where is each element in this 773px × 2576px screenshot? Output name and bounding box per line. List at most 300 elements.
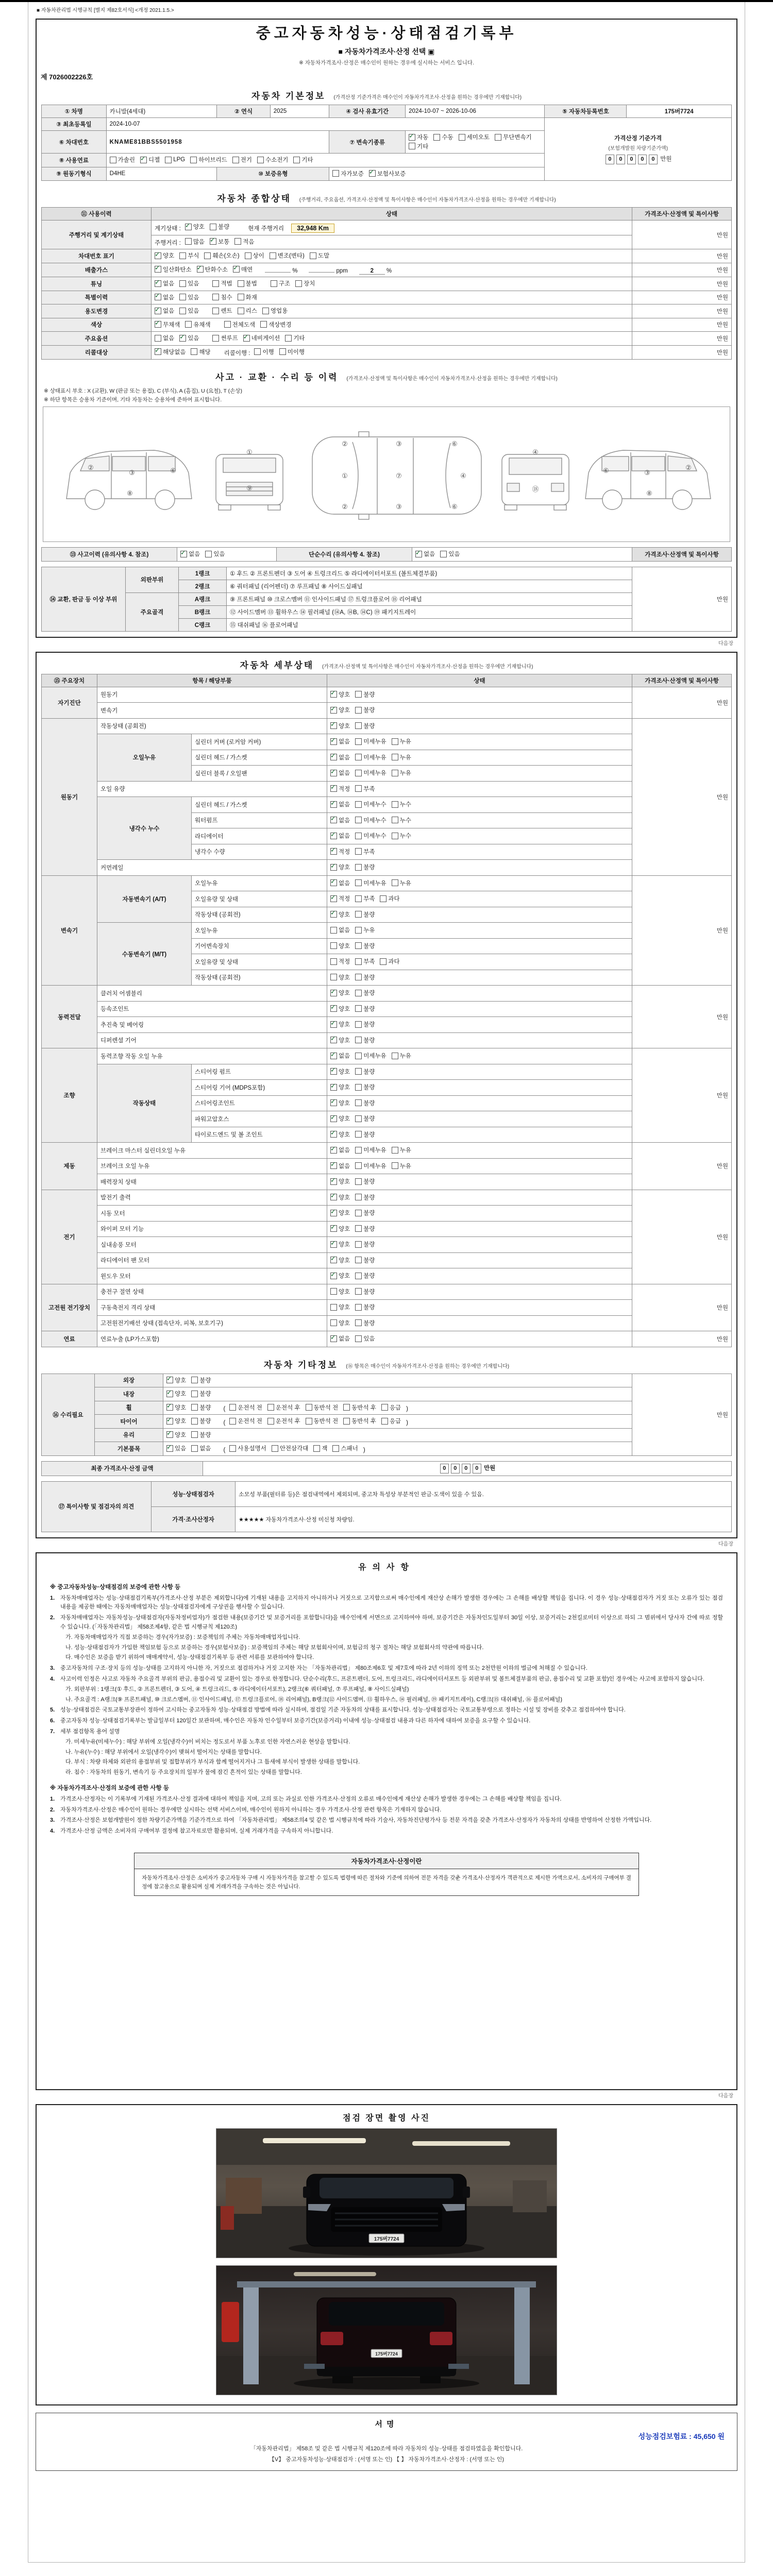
year-label: ② 연식 [217, 105, 270, 118]
item-label: 윈도우 모터 [97, 1268, 327, 1284]
checkbox-box [232, 157, 239, 163]
checkbox-box [355, 1068, 362, 1075]
checkbox-하이브리드[interactable]: 하이브리드 [190, 156, 227, 164]
checkbox-네비게이션[interactable]: ✓ 네비게이션 [243, 334, 280, 342]
detail-note: (가격조사·산정액 및 특이사항은 매수인이 자동차가격조사·산정을 원하는 경우에만 기재합니다) [322, 664, 533, 670]
checkbox-해당없음[interactable]: ✓ 해당없음 [155, 348, 186, 356]
checkbox-없음[interactable]: ✓ 없음 [330, 816, 350, 824]
checkbox-box [355, 1304, 362, 1311]
checkbox-전기[interactable]: 전기 [232, 156, 252, 164]
signature-title: 서명 [375, 2419, 398, 2429]
checkbox-적정[interactable]: ✓ 적정 [330, 894, 350, 903]
checkbox-양호[interactable]: ✓ 양호 [330, 989, 350, 997]
table-row [42, 548, 732, 562]
checkbox-과다[interactable]: 과다 [380, 957, 399, 965]
checkbox-box [392, 833, 398, 839]
checkbox-매연[interactable]: ✓ 매연 [233, 265, 253, 274]
item-state [327, 1111, 632, 1127]
checkbox-불량[interactable]: 불량 [355, 1130, 375, 1139]
item-state [327, 1268, 632, 1284]
checkbox-미세누유[interactable]: 미세누유 [355, 1146, 386, 1154]
checkbox-box [330, 1319, 337, 1326]
checkbox-이행[interactable]: 이행 [254, 348, 274, 356]
checkbox-양호[interactable]: ✓ 양호 [166, 1417, 186, 1425]
checkbox-box [191, 1445, 198, 1452]
checkbox-box [166, 1377, 173, 1383]
checkbox-누유[interactable]: 누유 [392, 753, 411, 761]
checkbox-불량[interactable]: 불량 [355, 722, 375, 730]
checkbox-양호[interactable]: 양호 [330, 942, 350, 950]
checkbox-침수[interactable]: 침수 [212, 293, 232, 301]
row-state [163, 1374, 632, 1387]
checkbox-부식[interactable]: 부식 [179, 251, 199, 260]
checkbox-기타[interactable]: 기타 [409, 142, 428, 150]
checkbox-도말[interactable]: 도말 [310, 251, 329, 260]
checkbox-보험사보증[interactable]: ✓ 보험사보증 [369, 170, 406, 178]
checkbox-없음[interactable]: ✓ 없음 [330, 800, 350, 808]
row-state [163, 1401, 632, 1415]
checkbox-동반석 전[interactable]: 동반석 전 [306, 1403, 339, 1412]
checkbox-불량[interactable]: 불량 [355, 1005, 375, 1013]
document-subtitle-note: ※ 자동차가격조사·산정은 매수인이 원하는 경우에 실시하는 서비스 입니다. [299, 60, 474, 66]
item-label: 동력조향 작동 오일 누유 [97, 1048, 327, 1064]
checkbox-box [306, 1418, 312, 1425]
checkbox-불량[interactable]: 불량 [355, 1067, 375, 1076]
checkbox-없음[interactable]: 없음 [155, 334, 174, 342]
checkbox-불량[interactable]: 불량 [355, 1020, 375, 1028]
document-subtitle: ■ 자동차가격조사·산정 선택 ▣ [338, 47, 435, 56]
checkbox-없음[interactable]: ✓ 없음 [330, 1334, 350, 1343]
checkbox-없음[interactable]: ✓ 없음 [330, 1146, 350, 1154]
opinion-table [41, 1481, 732, 1532]
checkbox-적법[interactable]: 적법 [212, 279, 232, 287]
checkbox-양호[interactable]: ✓ 양호 [330, 1005, 350, 1013]
checkbox-있음[interactable]: ✓ 있음 [166, 1444, 186, 1452]
checkbox-불량[interactable]: 불량 [355, 1256, 375, 1264]
checkbox-있음[interactable]: 있음 [440, 550, 460, 558]
checkbox-양호[interactable]: ✓ 양호 [155, 251, 174, 260]
detail-row [42, 781, 732, 797]
checkbox-잭[interactable]: 잭 [313, 1444, 327, 1452]
checkbox-양호[interactable]: 양호 [330, 973, 350, 981]
checkbox-불량[interactable]: 불량 [355, 690, 375, 699]
checkbox-양호[interactable]: 양호 [330, 1303, 350, 1311]
checkbox-box [245, 252, 251, 259]
checkbox-양호[interactable]: ✓ 양호 [330, 1256, 350, 1264]
checkbox-불량[interactable]: 불량 [355, 1099, 375, 1107]
price-digit: 0 [649, 155, 658, 164]
item-label: 시동 모터 [97, 1206, 327, 1222]
checkbox-부족[interactable]: 부족 [355, 957, 375, 965]
checkbox-누유[interactable]: 누유 [392, 737, 411, 745]
checkbox-미세누유[interactable]: 미세누유 [355, 769, 386, 777]
checkbox-운전석 후[interactable]: 운전석 후 [267, 1403, 300, 1412]
checkbox-무단변속기[interactable]: 무단변속기 [495, 133, 532, 141]
detail-col-item: 항목 / 해당부품 [97, 674, 327, 687]
checkbox-box [179, 308, 186, 314]
checkbox-양호[interactable]: ✓ 양호 [330, 1083, 350, 1091]
checkbox-없음[interactable]: ✓ 없음 [155, 279, 174, 287]
item-state [327, 1174, 632, 1190]
price-cell: 만원 [632, 687, 732, 718]
checkbox-box [392, 879, 398, 886]
detail-row [42, 1221, 732, 1237]
checkbox-box [330, 895, 337, 902]
checkbox-없음[interactable]: ✓ 없음 [330, 879, 350, 887]
table-row [42, 118, 732, 131]
checkbox-일산화탄소[interactable]: ✓ 일산화탄소 [155, 265, 192, 274]
sub-item-label: 실린더 헤드 / 가스켓 [192, 797, 327, 813]
checkbox-있음[interactable]: ✓ 있음 [179, 334, 199, 342]
checkbox-없음[interactable]: ✓ 없음 [330, 1052, 350, 1060]
checkbox-수동[interactable]: 수동 [433, 133, 453, 141]
item-state [327, 907, 632, 923]
device-label: 제동 [42, 1143, 97, 1190]
row-label: 리콜대상 [42, 345, 152, 360]
checkbox-부족[interactable]: 부족 [355, 894, 375, 903]
item-state [327, 781, 632, 797]
checkbox-있음[interactable]: 있음 [179, 307, 199, 315]
checkbox-미세누유[interactable]: 미세누유 [355, 1162, 386, 1170]
accident-history-options [177, 548, 277, 562]
checkbox-box [229, 1445, 236, 1452]
checkbox-불량[interactable]: 불량 [355, 706, 375, 714]
checkbox-box [191, 1377, 198, 1383]
checkbox-없음[interactable]: ✓ 없음 [330, 753, 350, 761]
checkbox-양호[interactable]: ✓ 양호 [166, 1431, 186, 1439]
checkbox-없음[interactable]: ✓ 없음 [330, 737, 350, 745]
checkbox-동반석 후[interactable]: 동반석 후 [343, 1417, 376, 1425]
checkbox-자가보증[interactable]: 자가보증 [332, 170, 363, 178]
notice-item-number: 4. [50, 1675, 55, 1682]
detail-row [42, 718, 732, 734]
checkbox-불법[interactable]: 불법 [238, 279, 257, 287]
checkbox-box [330, 707, 337, 714]
checkbox-응급[interactable]: 응급 [381, 1417, 401, 1425]
inline-label: 주행거리 : [155, 240, 181, 246]
checkbox-전체도색[interactable]: 전체도색 [224, 320, 255, 329]
simple-repair-label: 단순수리 (유의사항 4. 참조) [277, 548, 412, 562]
checkbox-상이[interactable]: 상이 [245, 251, 264, 260]
checkbox-누수[interactable]: 누수 [392, 800, 411, 808]
checkbox-응급[interactable]: 응급 [381, 1403, 401, 1412]
checkbox-부족[interactable]: 부족 [355, 848, 375, 856]
checkbox-box [212, 308, 219, 314]
item-state [327, 844, 632, 860]
checkbox-무채색[interactable]: ✓ 무채색 [155, 320, 180, 329]
checkbox-box [155, 252, 161, 259]
checkbox-안전삼각대[interactable]: 안전삼각대 [272, 1444, 309, 1452]
checkbox-동반석 후[interactable]: 동반석 후 [343, 1403, 376, 1412]
checkbox-없음[interactable]: ✓ 없음 [330, 832, 350, 840]
checkbox-양호[interactable]: ✓ 양호 [330, 1099, 350, 1107]
summary-col-item: ⑪ 사용이력 [42, 208, 152, 221]
checkbox-box [330, 1210, 337, 1216]
checkbox-누유[interactable]: 누유 [392, 1162, 411, 1170]
checkbox-영업용[interactable]: 영업용 [262, 307, 288, 315]
checkbox-미세누유[interactable]: 미세누유 [355, 753, 386, 761]
checkbox-미이행[interactable]: 미이행 [279, 348, 305, 356]
detail-row [42, 875, 732, 891]
checkbox-기타[interactable]: 기타 [293, 156, 313, 164]
checkbox-장치[interactable]: 장치 [295, 279, 315, 287]
checkbox-과다[interactable]: 과다 [380, 894, 399, 903]
row-state [163, 1415, 632, 1429]
car-diagram-svg [43, 407, 734, 539]
checkbox-불량[interactable]: 불량 [355, 1272, 375, 1280]
checkbox-box [330, 1005, 337, 1012]
checkbox-box [330, 817, 337, 823]
checkbox-양호[interactable]: ✓ 양호 [330, 722, 350, 730]
checkbox-양호[interactable]: ✓ 양호 [330, 1177, 350, 1185]
checkbox-훼손(오손)[interactable]: 훼손(오손) [204, 251, 239, 260]
checkbox-양호[interactable]: ✓ 양호 [330, 1020, 350, 1028]
checkbox-불량[interactable]: 불량 [355, 863, 375, 871]
checkbox-양호[interactable]: ✓ 양호 [166, 1403, 186, 1412]
diagram-part-number: ⑨ [246, 484, 253, 492]
panel-group: 주요골격 [126, 592, 179, 631]
summary-row [42, 277, 732, 291]
checkbox-없음[interactable]: ✓ 없음 [155, 293, 174, 301]
checkbox-없음[interactable]: ✓ 없음 [155, 307, 174, 315]
checkbox-있음[interactable]: 있음 [355, 1334, 375, 1343]
checkbox-자동[interactable]: ✓ 자동 [409, 133, 428, 141]
notice-item [50, 1827, 723, 1836]
checkbox-box [166, 1445, 173, 1452]
checkbox-적정[interactable]: ✓ 적정 [330, 848, 350, 856]
checkbox-양호[interactable]: ✓ 양호 [330, 1036, 350, 1044]
checkbox-변조(변타)[interactable]: 변조(변타) [270, 251, 305, 260]
section-box-photos [36, 2104, 737, 2405]
checkbox-있음[interactable]: 있음 [205, 550, 225, 558]
checkbox-미세누유[interactable]: 미세누유 [355, 1052, 386, 1060]
checkbox-box [330, 833, 337, 839]
checkbox-불량[interactable]: 불량 [355, 1114, 375, 1123]
checkbox-양호[interactable]: ✓ 양호 [330, 1225, 350, 1233]
notice-section-heading: ※ 중고자동차성능·상태점검의 보증에 관한 사항 등 [50, 1584, 181, 1590]
summary-row [42, 318, 732, 332]
checkbox-box [306, 1404, 312, 1411]
checkbox-미세누수[interactable]: 미세누수 [355, 800, 386, 808]
opinion-author: 가격·조사산정자 [152, 1506, 236, 1532]
checkbox-box [415, 551, 422, 557]
notice-item-text: 가격조사·산정은 보험개발원이 정한 차량기준가액을 기준가격으로 하여 「자동차관리법」 제58조의4 및 같은 법 시행규칙에 따라 기술사, 자동차진단평가사 등 전문 자격을 갖춘 가격조사·산정자가 자동차의 상태를 반영하여 산정한 가액입니다. [60, 1817, 652, 1824]
item-state [327, 1284, 632, 1300]
checkbox-box [212, 280, 219, 287]
price-digit: 0 [616, 155, 625, 164]
checkbox-적정[interactable]: 적정 [330, 957, 350, 965]
checkbox-화재[interactable]: 화재 [238, 293, 257, 301]
repair-needed-label: ⑯ 수리필요 [42, 1374, 95, 1455]
checkbox-세미오토[interactable]: 세미오토 [459, 133, 490, 141]
checkbox-LPG[interactable]: LPG [165, 157, 185, 163]
notice-sub-item: 나. 누유(누수) : 해당 부위에서 오일(냉각수)이 맺혀서 떨어지는 상태를 말합니다. [65, 1749, 262, 1755]
item-state [327, 970, 632, 986]
checkbox-디젤[interactable]: ✓ 디젤 [140, 156, 160, 164]
checkbox-없음[interactable]: ✓ 없음 [415, 550, 435, 558]
checkbox-탄화수소[interactable]: ✓ 탄화수소 [197, 265, 228, 274]
notice-item-number: 7. [50, 1728, 55, 1735]
checkbox-적음[interactable]: 적음 [234, 238, 254, 246]
checkbox-부족[interactable]: 부족 [355, 785, 375, 793]
item-label: 발전기 출력 [97, 1190, 327, 1206]
checkbox-양호[interactable]: ✓ 양호 [330, 1193, 350, 1201]
item-label: 디퍼렌셜 기어 [97, 1032, 327, 1048]
checkbox-box [330, 1194, 337, 1200]
checkbox-썬루프[interactable]: 썬루프 [212, 334, 238, 342]
checkbox-운전석 전[interactable]: 운전석 전 [229, 1417, 262, 1425]
checkbox-기타[interactable]: 기타 [285, 334, 305, 342]
checkbox-사용설명서[interactable]: 사용설명서 [229, 1444, 266, 1452]
checkbox-box [271, 280, 277, 287]
checkbox-유채색[interactable]: 유채색 [185, 320, 210, 329]
checkbox-없음[interactable]: ✓ 없음 [180, 550, 200, 558]
checkbox-양호[interactable]: ✓ 양호 [330, 1130, 350, 1139]
item-label: 배력장치 상태 [97, 1174, 327, 1190]
basic-info-note: (가격산정 기준가격은 매수인이 자동차가격조사·산정을 원하는 경우에만 기재합니다) [333, 95, 522, 100]
accident-price-head: 가격조사·산정액 및 특이사항 [632, 548, 732, 562]
checkbox-누유[interactable]: 누유 [392, 879, 411, 887]
checkbox-누유[interactable]: 누유 [392, 1052, 411, 1060]
checkbox-미세누수[interactable]: 미세누수 [355, 832, 386, 840]
checkbox-불량[interactable]: 불량 [355, 1303, 375, 1311]
checkbox-불량[interactable]: 불량 [191, 1376, 211, 1384]
checkbox-미세누유[interactable]: 미세누유 [355, 879, 386, 887]
item-state [327, 1315, 632, 1331]
summary-col-price: 가격조사·산정액 및 특이사항 [632, 208, 732, 221]
checkbox-많음[interactable]: 많음 [185, 238, 205, 246]
checkbox-불량[interactable]: 불량 [191, 1389, 211, 1398]
device-label: 고전원 전기장치 [42, 1284, 97, 1331]
checkbox-양호[interactable]: ✓ 양호 [185, 223, 205, 231]
etc-heading [37, 1352, 736, 1374]
checkbox-box [459, 134, 465, 141]
checkbox-불량[interactable]: 불량 [355, 1287, 375, 1296]
checkbox-미세누유[interactable]: 미세누유 [355, 737, 386, 745]
checkbox-없음[interactable]: 없음 [191, 1444, 211, 1452]
checkbox-양호[interactable]: ✓ 양호 [330, 910, 350, 919]
checkbox-불량[interactable]: 불량 [191, 1417, 211, 1425]
checkbox-가솔린[interactable]: 가솔린 [110, 156, 135, 164]
checkbox-양호[interactable]: ✓ 양호 [330, 1240, 350, 1248]
checkbox-누수[interactable]: 누수 [392, 816, 411, 824]
checkbox-불량[interactable]: 불량 [355, 1177, 375, 1185]
checkbox-box [155, 266, 161, 273]
checkbox-양호[interactable]: ✓ 양호 [330, 863, 350, 871]
sub-item-label: 작동상태 (공회전) [192, 970, 327, 986]
checkbox-미세누수[interactable]: 미세누수 [355, 816, 386, 824]
checkbox-불량[interactable]: 불량 [355, 1319, 375, 1327]
checkbox-불량[interactable]: 불량 [191, 1431, 211, 1439]
item-label: 추진축 및 베어링 [97, 1017, 327, 1033]
device-label: 원동기 [42, 718, 97, 875]
item-label: 오일누유 [97, 734, 192, 782]
checkbox-스패너[interactable]: 스패너 [332, 1444, 358, 1452]
checkbox-색상변경[interactable]: 색상변경 [260, 320, 291, 329]
checkbox-box [355, 927, 362, 934]
checkbox-불량[interactable]: 불량 [210, 223, 229, 231]
price-cell: 만원 [632, 986, 732, 1048]
row-label: 배출가스 [42, 263, 152, 277]
checkbox-양호[interactable]: ✓ 양호 [166, 1376, 186, 1384]
notice-item-text: 자동차매매업자는 성능·상태점검기록부(가격조사·산정 부분은 제외합니다)에 기재된 내용을 고지하지 아니하거나 거짓으로 고지함으로써 매수인에게 재산상 손해가 발생한 경우에는 그 손해를 배상할 책임을 집니다. 이 경우 성능·상태점검자가 거짓 또는 오류가 있는 점검 내용을 제공한 때에는 자동차매매업자는 성능·상태점검자에게 구상권을 행사할 수 있습니다. [60, 1595, 723, 1611]
checkbox-box [330, 1037, 337, 1043]
checkbox-해당[interactable]: 해당 [191, 348, 210, 356]
checkbox-양호[interactable]: ✓ 양호 [330, 1067, 350, 1076]
detail-row [42, 734, 732, 750]
inline-label: ( [223, 1406, 226, 1412]
checkbox-불량[interactable]: 불량 [355, 1036, 375, 1044]
item-state [327, 891, 632, 907]
checkbox-없음[interactable]: 없음 [330, 926, 350, 934]
checkbox-양호[interactable]: ✓ 양호 [330, 1114, 350, 1123]
checkbox-box [355, 1131, 362, 1138]
notice-sub-item: 나. 주요골격 : A랭크(⑨ 프론트패널, ⑩ 크로스멤버, ⑪ 인사이드패널, ⑰ 트렁크플로어, ⑱ 리어패널), B랭크(⑫ 사이드멤버, ⑬ 휠하우스, ⑭ 필러패널, ⑲ 패키지트레이), C랭크(⑮ 대쉬패널, ⑯ 플로어패널) [65, 1696, 563, 1703]
checkbox-있음[interactable]: 있음 [179, 279, 199, 287]
checkbox-불량[interactable]: 불량 [355, 973, 375, 981]
sub-item-label: 스티어링 기어 (MDPS포함) [192, 1080, 327, 1096]
checkbox-누수[interactable]: 누수 [392, 832, 411, 840]
checkbox-양호[interactable]: 양호 [330, 1319, 350, 1327]
checkbox-렌트[interactable]: 렌트 [212, 307, 232, 315]
checkbox-리스[interactable]: 리스 [238, 307, 257, 315]
next-page-marker: 다음장 [718, 1541, 733, 1547]
checkbox-불량[interactable]: 불량 [355, 1225, 375, 1233]
checkbox-없음[interactable]: ✓ 없음 [330, 1162, 350, 1170]
rank-parts: ① 후드 ② 프론트펜더 ③ 도어 ④ 트렁크리드 ⑤ 라디에이터서포트 (볼트체결부품) [227, 567, 632, 580]
checkbox-보통[interactable]: ✓ 보통 [210, 238, 229, 246]
checkbox-box [166, 1404, 173, 1411]
checkbox-불량[interactable]: 불량 [355, 989, 375, 997]
document-page [28, 2, 745, 2563]
checkbox-수소전기[interactable]: 수소전기 [257, 156, 288, 164]
checkbox-불량[interactable]: 불량 [355, 1209, 375, 1217]
checkbox-없음[interactable]: ✓ 없음 [330, 769, 350, 777]
checkbox-양호[interactable]: ✓ 양호 [330, 706, 350, 714]
checkbox-누유[interactable]: 누유 [355, 926, 375, 934]
notice-item [50, 1664, 723, 1673]
row-state [163, 1428, 632, 1442]
checkbox-불량[interactable]: 불량 [355, 942, 375, 950]
checkbox-양호[interactable]: 양호 [330, 1287, 350, 1296]
checkbox-구조[interactable]: 구조 [271, 279, 290, 287]
checkbox-동반석 전[interactable]: 동반석 전 [306, 1417, 339, 1425]
checkbox-양호[interactable]: ✓ 양호 [330, 690, 350, 699]
row-label: 용도변경 [42, 304, 152, 318]
checkbox-있음[interactable]: 있음 [179, 293, 199, 301]
device-label: 변속기 [42, 875, 97, 986]
diagram-part-number: ⑥ [451, 503, 458, 511]
checkbox-불량[interactable]: 불량 [355, 1083, 375, 1091]
year-value: 2025 [270, 105, 329, 118]
checkbox-적정[interactable]: ✓ 적정 [330, 785, 350, 793]
checkbox-불량[interactable]: 불량 [191, 1403, 211, 1412]
checkbox-양호[interactable]: ✓ 양호 [166, 1389, 186, 1398]
checkbox-불량[interactable]: 불량 [355, 1193, 375, 1201]
checkbox-운전석 전[interactable]: 운전석 전 [229, 1403, 262, 1412]
row-label: 기본품목 [95, 1442, 163, 1456]
checkbox-불량[interactable]: 불량 [355, 910, 375, 919]
checkbox-불량[interactable]: 불량 [355, 1240, 375, 1248]
checkbox-누유[interactable]: 누유 [392, 769, 411, 777]
checkbox-운전석 후[interactable]: 운전석 후 [267, 1417, 300, 1425]
checkbox-box [155, 280, 161, 287]
row-state [163, 1442, 632, 1456]
notice-item-text: 가격조사·산정 금액은 소비자의 구매여부 결정에 참고자료로만 활용되며, 실제 거래가격을 구속하지 아니합니다. [60, 1827, 333, 1834]
checkbox-누유[interactable]: 누유 [392, 1146, 411, 1154]
checkbox-양호[interactable]: ✓ 양호 [330, 1272, 350, 1280]
checkbox-양호[interactable]: ✓ 양호 [330, 1209, 350, 1217]
